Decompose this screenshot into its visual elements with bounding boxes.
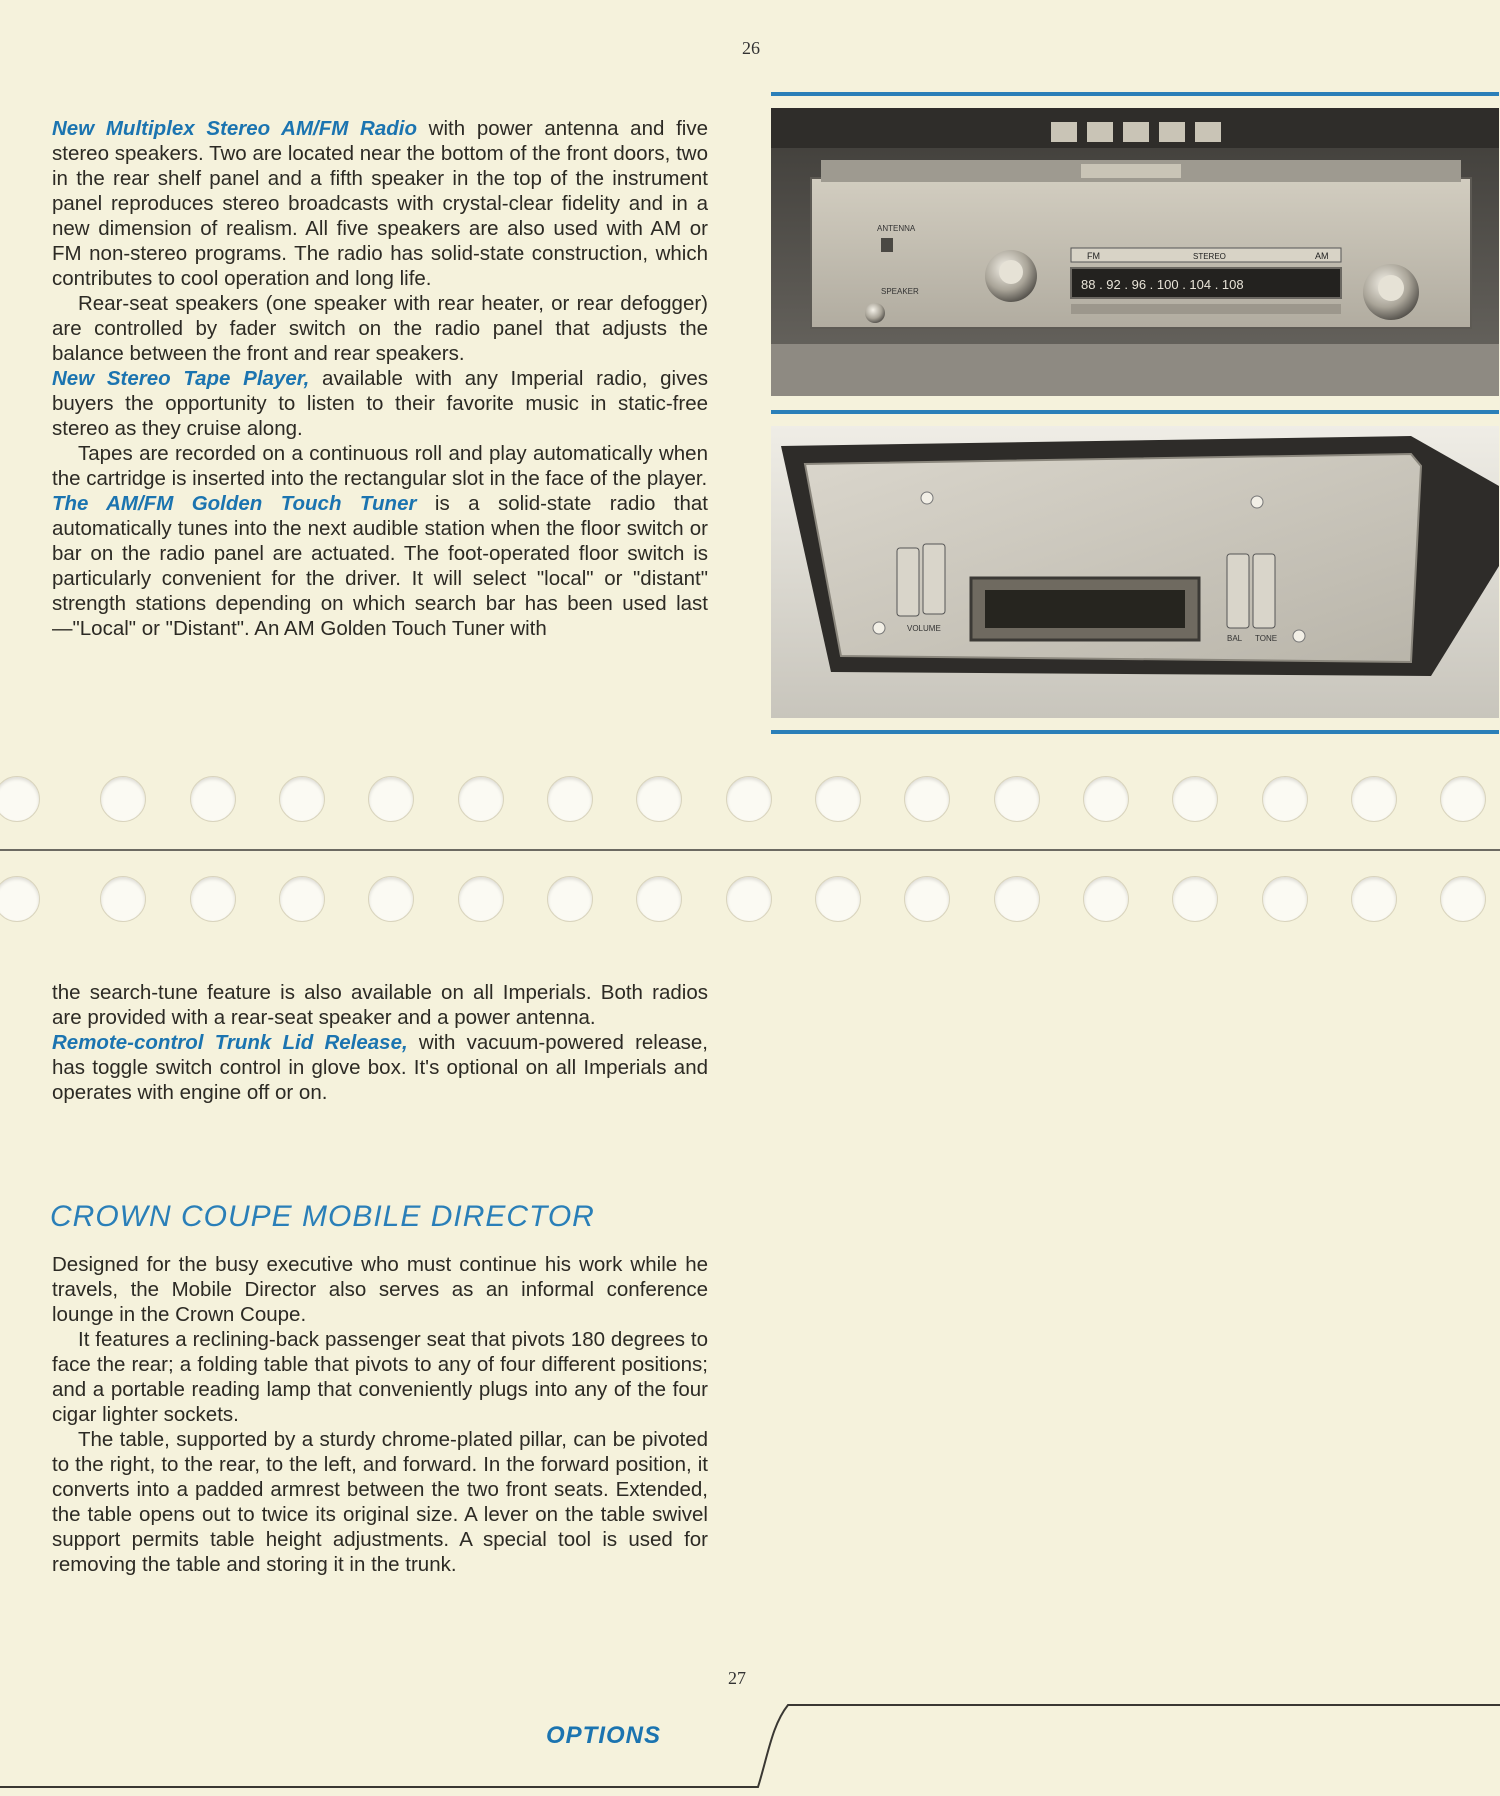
binder-hole — [815, 876, 861, 922]
binder-hole — [547, 776, 593, 822]
binder-hole — [1351, 776, 1397, 822]
paragraph-search-tune: the search-tune feature is also available on all Imperials. Both radios are provided with a rear-seat speaker and a power antenna. — [52, 981, 708, 1029]
paragraph-multiplex-radio — [52, 116, 708, 291]
bal-label: BAL — [1227, 634, 1243, 643]
paragraph-rear-seat-speakers: Rear-seat speakers (one speaker with rear heater, or rear defogger) are controlled by fader switch on the radio panel that adjusts the balance between the front and rear speakers. — [52, 292, 708, 365]
am-label: AM — [1315, 251, 1329, 261]
paragraph-mobile-director-table: The table, supported by a sturdy chrome-plated pillar, can be pivoted to the right, to the rear, to the left, and forward. In the forward position, it converts into a padded armrest between the two front seats. Extended, the table opens out to twice its original size. A lever on the table swivel support permits table height adjustments. A special tool is used for removing the table and storing it in the trunk. — [52, 1428, 708, 1576]
binder-hole — [1083, 776, 1129, 822]
photo-rule-bottom — [771, 730, 1499, 734]
lower-text-column — [52, 980, 708, 1105]
paragraph-text: is a solid-state radio that automatically tunes into the next audible station when the floor switch or bar on the radio panel are actuated. The foot-operated floor switch is particularly convenient for the driver. It will select "local" or "distant" strength stations depending on which search bar has been used last —"Local" or "Distant". An AM Golden Touch Tuner with — [52, 492, 708, 640]
binder-hole — [100, 876, 146, 922]
paragraph-text: with power antenna and five stereo speakers. Two are located near the bottom of the front doors, two in the rear shelf panel and a fifth speaker in the top of the instrument panel reproduces stereo broadcasts with crystal-clear fidelity and in a new dimension of realism. All five speakers are also used with AM or FM non-stereo programs. The radio has solid-state construction, which contributes to cool operation and long life. — [52, 117, 708, 290]
antenna-label: ANTENNA — [877, 224, 916, 233]
binder-hole — [726, 876, 772, 922]
binder-hole — [994, 776, 1040, 822]
binder-hole — [190, 776, 236, 822]
binder-hole — [636, 876, 682, 922]
binder-hole — [368, 776, 414, 822]
heading-multiplex-radio: New Multiplex Stereo AM/FM Radio — [52, 117, 417, 140]
paragraph-tapes: Tapes are recorded on a continuous roll and play automatically when the cartridge is inserted into the rectangular slot in the face of the player. — [52, 442, 708, 490]
paragraph-tape-player — [52, 366, 708, 441]
binder-holes-lower — [0, 876, 1500, 936]
binder-hole — [1262, 876, 1308, 922]
options-tab — [0, 1685, 1500, 1791]
binder-hole — [458, 876, 504, 922]
options-tab-label: OPTIONS — [546, 1722, 662, 1749]
section-title: CROWN COUPE MOBILE DIRECTOR — [50, 1200, 595, 1233]
binder-hole — [726, 776, 772, 822]
paragraph-text: with vacuum-powered release, has toggle switch control in glove box. It's optional on all Imperials and operates with engine off or on. — [52, 1031, 708, 1104]
paragraph-trunk-release — [52, 1030, 708, 1105]
binder-hole — [0, 776, 40, 822]
section-text-column — [52, 1252, 708, 1577]
binder-hole — [1262, 776, 1308, 822]
fm-label: FM — [1087, 251, 1100, 261]
tape-player-photo — [771, 426, 1499, 718]
upper-text-column — [52, 116, 708, 641]
binder-hole — [279, 776, 325, 822]
binder-hole — [1172, 876, 1218, 922]
binder-hole — [636, 776, 682, 822]
binder-hole — [815, 776, 861, 822]
binder-hole — [0, 876, 40, 922]
binder-hole — [547, 876, 593, 922]
binder-hole — [1172, 776, 1218, 822]
page-divider — [0, 849, 1500, 851]
binder-hole — [100, 776, 146, 822]
stereo-label: STEREO — [1193, 252, 1226, 261]
paragraph-golden-touch — [52, 491, 708, 641]
heading-trunk-release: Remote-control Trunk Lid Release, — [52, 1031, 408, 1054]
tone-label: TONE — [1255, 634, 1278, 643]
binder-hole — [458, 776, 504, 822]
heading-tape-player: New Stereo Tape Player, — [52, 367, 310, 390]
photo-rule-top — [771, 92, 1499, 96]
volume-label: VOLUME — [907, 624, 941, 633]
paragraph-mobile-director-intro: Designed for the busy executive who must continue his work while he travels, the Mobile Director also serves as an informal conference lounge in the Crown Coupe. — [52, 1253, 708, 1326]
page-number-top: 26 — [742, 38, 760, 58]
binder-hole — [1440, 876, 1486, 922]
binder-hole — [904, 876, 950, 922]
binder-holes-upper — [0, 776, 1500, 836]
binder-hole — [904, 776, 950, 822]
paragraph-text: available with any Imperial radio, gives buyers the opportunity to listen to their favorite music in static-free stereo as they cruise along. — [52, 367, 708, 440]
speaker-label: SPEAKER — [881, 287, 919, 296]
binder-hole — [1440, 776, 1486, 822]
photo-rule-middle — [771, 410, 1499, 414]
binder-hole — [368, 876, 414, 922]
paragraph-mobile-director-features: It features a reclining-back passenger seat that pivots 180 degrees to face the rear; a folding table that pivots to any of four different positions; and a portable reading lamp that conveniently plugs into any of the four cigar lighter sockets. — [52, 1328, 708, 1426]
dial-scale: 88 . 92 . 96 . 100 . 104 . 108 — [1081, 277, 1244, 292]
binder-hole — [279, 876, 325, 922]
heading-golden-touch: The AM/FM Golden Touch Tuner — [52, 492, 417, 515]
binder-hole — [190, 876, 236, 922]
binder-hole — [994, 876, 1040, 922]
radio-photo — [771, 108, 1499, 396]
binder-hole — [1351, 876, 1397, 922]
binder-hole — [1083, 876, 1129, 922]
page-number-bottom: 27 — [728, 1668, 746, 1688]
